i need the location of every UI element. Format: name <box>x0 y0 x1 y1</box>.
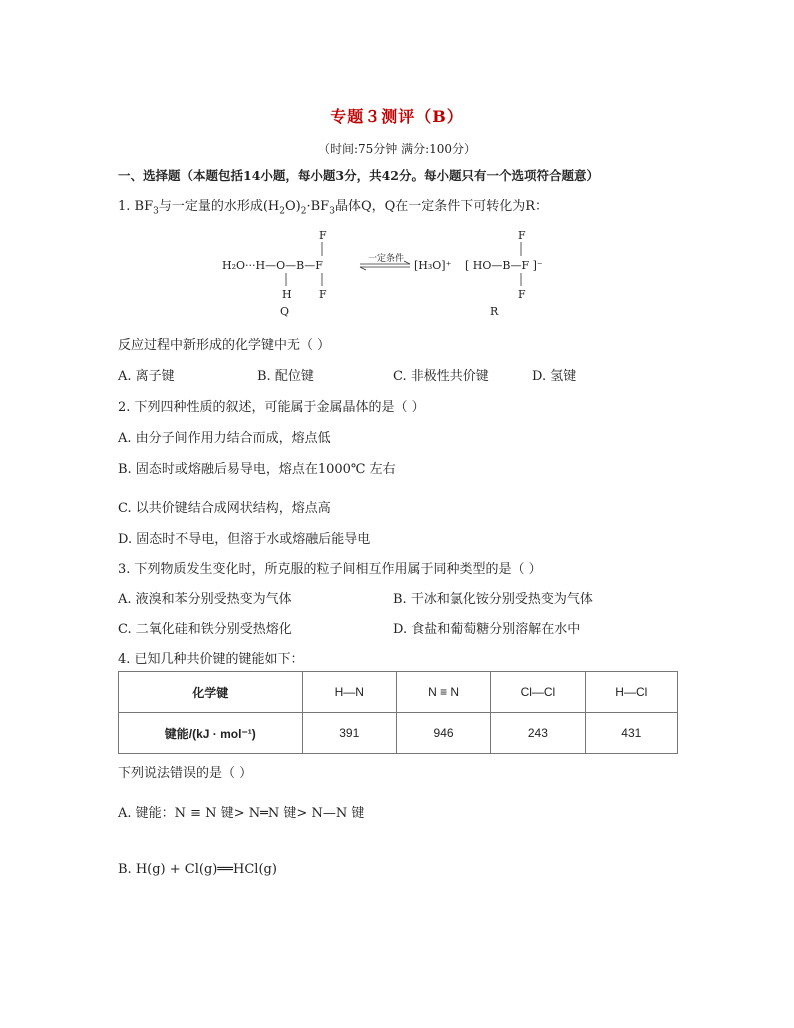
table-cell: 243 <box>491 713 585 754</box>
q2-option-a[interactable]: A. 由分子间作用力结合而成，熔点低 <box>118 431 331 446</box>
table-row <box>119 713 678 754</box>
table-header-cell: H—Cl <box>585 672 677 713</box>
q3-stem: 3. 下列物质发生变化时，所克服的粒子间相互作用属于同种类型的是（ ） <box>118 562 542 577</box>
q-bottom-f: F <box>319 288 327 301</box>
section-heading: 一、选择题（本题包括14小题，每小题3分，共42分。每小题只有一个选项符合题意） <box>118 168 599 183</box>
q4-stem: 4. 已知几种共价键的键能如下： <box>118 652 304 667</box>
q1-text-a: BF <box>134 199 154 214</box>
r-top-f: F <box>518 229 526 242</box>
q3-option-a[interactable]: A. 液溴和苯分别受热变为气体 <box>118 592 292 607</box>
table-cell: 391 <box>302 713 396 754</box>
arrow-condition: 一定条件 <box>368 254 405 264</box>
table-header-cell: 化学键 <box>119 672 303 713</box>
q1-sub2a: 2 <box>279 206 286 217</box>
r-cation: [H₃O]⁺ <box>414 259 452 272</box>
page-subtitle: （时间:75分钟 满分:100分） <box>317 142 477 156</box>
table-header-row <box>119 672 678 713</box>
r-bottom-f: F <box>518 288 526 301</box>
table-header-cell: H—N <box>302 672 396 713</box>
label-r: R <box>490 305 499 318</box>
q3-option-b[interactable]: B. 干冰和氯化铵分别受热变为气体 <box>393 592 593 607</box>
q4-question: 下列说法错误的是（ ） <box>118 766 253 781</box>
q3-option-c[interactable]: C. 二氧化硅和铁分别受热熔化 <box>118 622 292 637</box>
table-header-cell: Cl—Cl <box>491 672 585 713</box>
bond-energy-table <box>118 671 678 754</box>
q1-stem <box>118 195 548 217</box>
table-cell: 946 <box>396 713 490 754</box>
label-q: Q <box>280 305 290 318</box>
q1-text-e: 晶体Q，Q在一定条件下可转化为R： <box>334 199 549 214</box>
table-header-cell: N ≡ N <box>396 672 490 713</box>
q1-option-a[interactable]: A. 离子键 <box>118 369 175 384</box>
q4-option-a[interactable]: A. 键能：N ≡ N 键> N═N 键> N—N 键 <box>118 806 365 821</box>
q-main-chain: H₂O···H—O—B—F <box>222 259 323 272</box>
q1-option-c[interactable]: C. 非极性共价键 <box>393 369 489 384</box>
q1-number: 1. <box>118 199 131 214</box>
page-title: 专题３测评（B） <box>330 107 464 126</box>
q1-sub3: 3 <box>153 206 159 217</box>
q1-text-c: O) <box>285 199 301 214</box>
q-top-f: F <box>319 229 327 242</box>
q1-option-b[interactable]: B. 配位键 <box>257 369 314 384</box>
q1-sub2b: 2 <box>300 206 307 217</box>
q2-option-b[interactable]: B. 固态时或熔融后易导电，熔点在1000℃ 左右 <box>118 462 396 477</box>
q2-option-d[interactable]: D. 固态时不导电，但溶于水或熔融后能导电 <box>118 532 371 547</box>
table-cell: 键能/(kJ · mol⁻¹) <box>119 713 303 754</box>
q3-option-d[interactable]: D. 食盐和葡萄糖分别溶解在水中 <box>393 622 581 637</box>
q-bottom-h: H <box>282 288 292 301</box>
r-anion: [ HO—B—F ]⁻ <box>465 259 543 272</box>
q2-stem: 2. 下列四种性质的叙述，可能属于金属晶体的是（ ） <box>118 400 425 415</box>
q1-reaction-structure <box>220 228 580 320</box>
q1-question: 反应过程中新形成的化学键中无（ ） <box>118 338 331 353</box>
q1-sub3b: 3 <box>329 206 335 217</box>
q1-text-b: 与一定量的水形成(H <box>158 199 280 214</box>
table-cell: 431 <box>585 713 677 754</box>
q1-text-d: ·BF <box>306 199 330 214</box>
q1-option-d[interactable]: D. 氢键 <box>532 369 577 384</box>
q4-option-b[interactable]: B. H(g) + Cl(g)══HCl(g) <box>118 862 277 877</box>
q2-option-c[interactable]: C. 以共价键结合成网状结构，熔点高 <box>118 501 331 516</box>
